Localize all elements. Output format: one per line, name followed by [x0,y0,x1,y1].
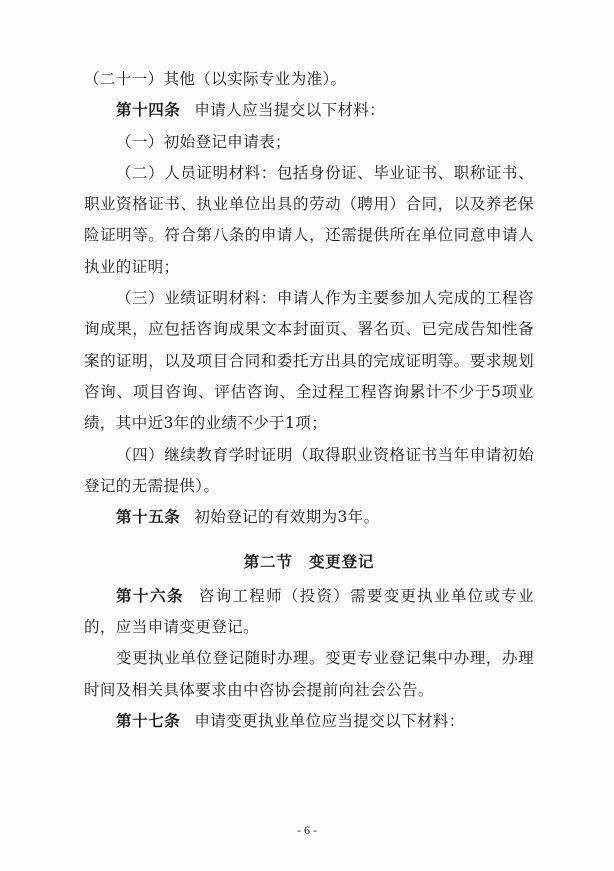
article-15 [84,502,534,533]
paragraph-personnel-proof [84,158,534,283]
article-17 [84,706,534,737]
article-text: 申请变更执业单位应当提交以下材料： [194,711,465,730]
article-label: 第十六条 [116,586,184,605]
article-text: 初始登记的有效期为3年。 [194,508,380,527]
article-text: 申请人应当提交以下材料： [194,101,386,120]
article-label: 第十七条 [116,711,181,730]
paragraph-change-procedure [84,643,534,706]
paragraph-item-21 [84,64,534,95]
paragraph-text: （三）业绩证明材料：申请人作为主要参加人完成的工程咨询成果，应包括咨询成果文本封面页、署名页、已完成告知性备案的证明，以及项目合同和委托方出具的完成证明等。要求规划咨询、项目咨询、评估咨询、全过程工程咨询累计不少于5项业绩，其中近3年的业绩不少于1项； [84,289,534,433]
paragraph-text: （二十一）其他（以实际专业为准）。 [84,70,347,88]
article-text: 咨询工程师（投资）需要变更执业单位或专业的，应当申请变更登记。 [84,586,534,637]
paragraph-text: （二）人员证明材料：包括身份证、毕业证书、职称证书、职业资格证书、执业单位出具的劳动（聘用）合同，以及养老保险证明等。符合第八条的申请人，还需提供所在单位同意申请人执业的证明； [84,163,534,276]
article-14 [84,95,534,126]
article-label: 第十四条 [116,101,181,120]
page-number: - 6 - [297,823,317,837]
section-heading: 第二节 变更登记 [243,553,375,572]
paragraph-initial-form [84,127,534,158]
article-label: 第十五条 [116,508,181,527]
document-body [84,64,534,737]
paragraph-education-proof [84,440,534,503]
article-16 [84,581,534,644]
paragraph-text: （四）继续教育学时证明（取得职业资格证书当年申请初始登记的无需提供）。 [84,445,534,495]
paragraph-performance-proof [84,283,534,439]
paragraph-text: （一）初始登记申请表； [116,132,291,151]
paragraph-text: 变更执业单位登记随时办理。变更专业登记集中办理，办理时间及相关具体要求由中咨协会提前向社会公告。 [84,649,534,699]
